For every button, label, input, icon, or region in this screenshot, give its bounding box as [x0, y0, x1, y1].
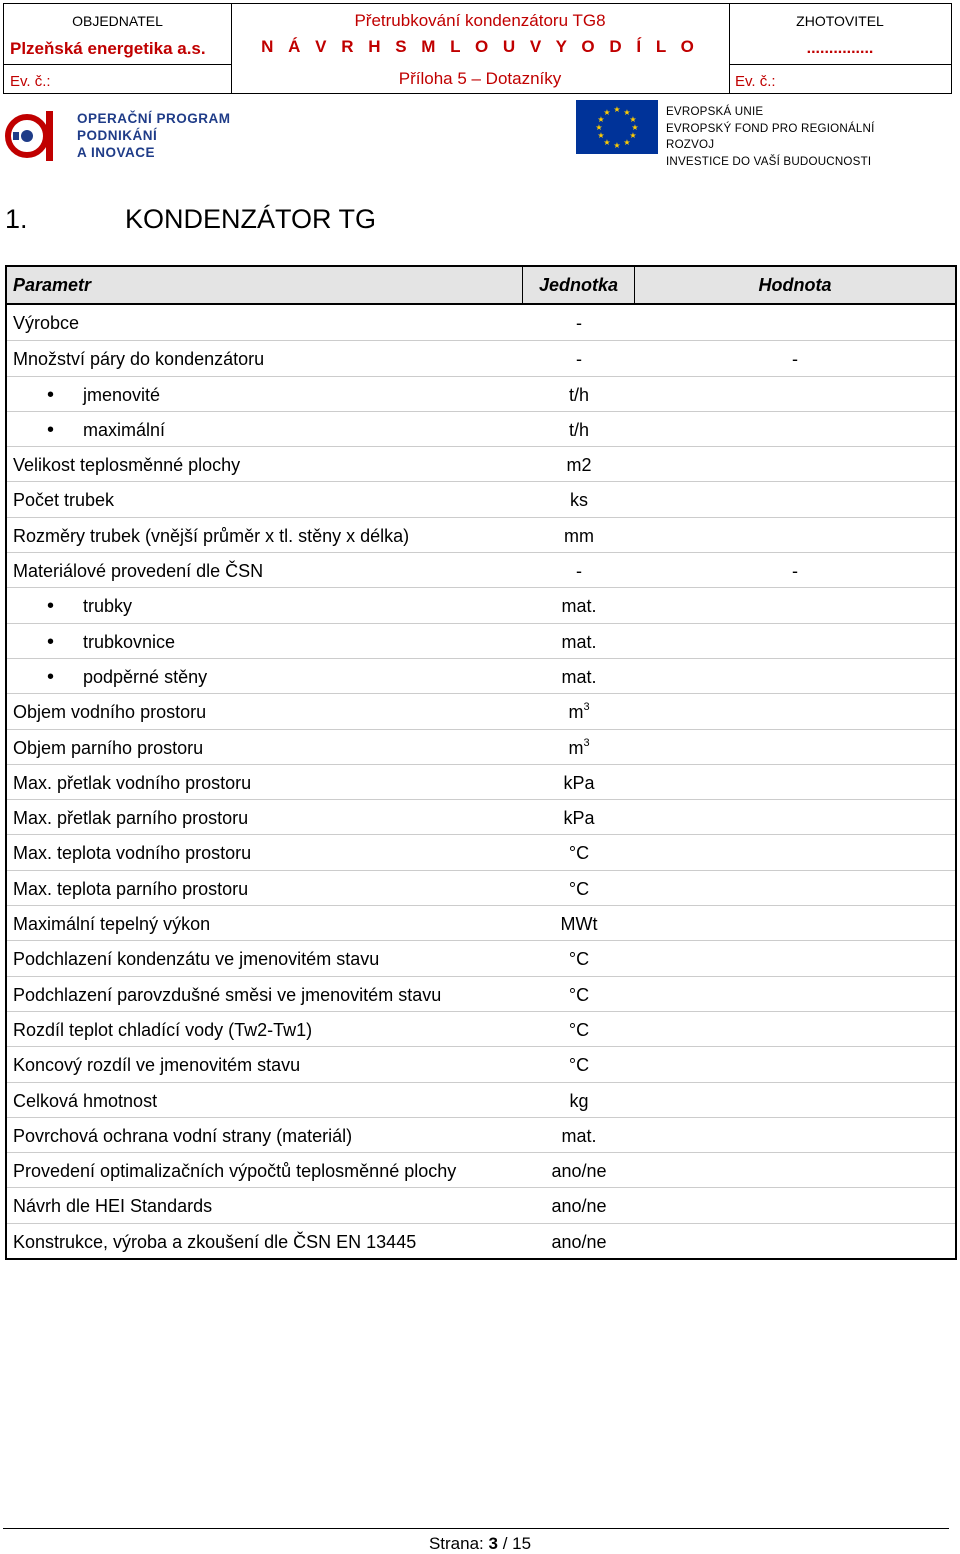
unit-text: -: [576, 313, 582, 333]
unit-text: m2: [566, 455, 592, 476]
table-row: [7, 834, 955, 869]
table-row: [7, 305, 955, 340]
table-row: [7, 799, 955, 834]
svg-text:★: ★: [623, 108, 631, 117]
table-row: [7, 870, 955, 905]
svg-text:★: ★: [597, 115, 605, 124]
unit-cell: [523, 977, 635, 1011]
svg-text:★: ★: [623, 138, 631, 147]
client-label: OBJEDNATEL: [72, 13, 163, 29]
contract-title: N Á V R H S M L O U V Y O D Í L O: [261, 37, 699, 56]
svg-text:★: ★: [629, 115, 637, 124]
unit-text: ano/ne: [551, 1196, 607, 1217]
value-cell[interactable]: [635, 305, 955, 340]
param-cell: Výrobce: [13, 313, 80, 333]
unit-text: mat.: [561, 596, 597, 617]
unit-cell: [523, 341, 635, 375]
table-row: [7, 1152, 955, 1187]
unit-text: mat.: [561, 1125, 597, 1146]
value-cell[interactable]: [635, 518, 955, 552]
param-cell: Max. teplota vodního prostoru: [13, 843, 252, 864]
value-cell[interactable]: [635, 659, 955, 693]
value-cell[interactable]: [635, 588, 955, 622]
value-cell[interactable]: [635, 1188, 955, 1222]
value-cell[interactable]: [635, 624, 955, 658]
param-cell: Návrh dle HEI Standards: [13, 1196, 213, 1217]
footer-divider: [3, 1528, 949, 1529]
unit-text: ano/ne: [551, 1231, 607, 1252]
unit-cell: [523, 1224, 635, 1258]
unit-text: -: [576, 561, 582, 582]
value-cell[interactable]: [635, 800, 955, 834]
value-cell[interactable]: [635, 1083, 955, 1117]
appendix-title: Příloha 5 – Dotazníky: [398, 69, 562, 88]
table-row: [7, 1223, 955, 1258]
param-cell: Maximální tepelný výkon: [13, 914, 211, 935]
unit-cell: [523, 305, 635, 340]
unit-superscript: 3: [583, 701, 590, 714]
table-row: [7, 976, 955, 1011]
svg-text:★: ★: [597, 131, 605, 140]
table-row: [7, 376, 955, 411]
unit-cell: [523, 482, 635, 516]
svg-text:★: ★: [631, 123, 639, 132]
unit-cell: [523, 871, 635, 905]
value-cell[interactable]: [635, 730, 955, 764]
table-row: [7, 623, 955, 658]
table-row: [7, 1187, 955, 1222]
param-cell: Celková hmotnost: [13, 1090, 158, 1111]
table-row: [7, 1117, 955, 1152]
param-cell: Velikost teplosměnné plochy: [13, 455, 241, 476]
value-cell[interactable]: [635, 412, 955, 446]
table-body: [7, 305, 955, 1258]
svg-text:★: ★: [603, 108, 611, 117]
op-pik-emblem-icon: [5, 108, 67, 164]
unit-text: t/h: [568, 419, 589, 440]
op-line-1: OPERAČNÍ PROGRAM: [77, 111, 231, 126]
param-cell: • jmenovité: [7, 377, 523, 411]
page-total: / 15: [502, 1534, 532, 1553]
contractor-column: [729, 4, 951, 93]
value-cell[interactable]: [635, 941, 955, 975]
unit-cell: [523, 377, 635, 411]
unit-cell: [523, 906, 635, 940]
unit-text: kPa: [563, 772, 595, 793]
param-cell: Podchlazení kondenzátu ve jmenovitém stavu: [13, 949, 380, 970]
param-cell: Povrchová ochrana vodní strany (materiál): [13, 1125, 353, 1146]
unit-text: t/h: [568, 384, 589, 405]
unit-cell: [523, 1047, 635, 1081]
project-column: [231, 4, 730, 93]
table-row: [7, 1082, 955, 1117]
contractor-label: ZHOTOVITEL: [796, 13, 884, 29]
client-name: Plzeňská energetika a.s.: [10, 39, 206, 58]
op-pik-text: [77, 110, 231, 161]
param-cell: Materiálové provedení dle ČSN: [13, 561, 264, 582]
value-cell[interactable]: [635, 1012, 955, 1046]
eu-text: [666, 104, 906, 170]
value-cell[interactable]: [635, 1118, 955, 1152]
table-row: [7, 905, 955, 940]
svg-text:★: ★: [595, 123, 603, 132]
unit-text: °C: [568, 949, 590, 970]
svg-text:★: ★: [629, 131, 637, 140]
unit-cell: [523, 1012, 635, 1046]
param-cell: Max. přetlak parního prostoru: [13, 808, 249, 829]
param-cell: Podchlazení parovzdušné směsi ve jmenovitém stavu: [13, 984, 442, 1005]
contractor-name: ...............: [806, 40, 874, 57]
value-cell[interactable]: [635, 906, 955, 940]
param-cell: • maximální: [7, 412, 523, 446]
value-cell[interactable]: [635, 835, 955, 869]
param-cell: Počet trubek: [13, 490, 115, 511]
client-ev: Ev. č.:: [4, 64, 231, 96]
unit-cell: [523, 835, 635, 869]
unit-cell: [523, 447, 635, 481]
unit-text: m: [568, 702, 584, 723]
value-cell[interactable]: [635, 1153, 955, 1187]
table-row: [7, 446, 955, 481]
eu-line-2: EVROPSKÝ FOND PRO REGIONÁLNÍ ROZVOJ: [666, 121, 875, 151]
unit-cell: [523, 765, 635, 799]
value-cell[interactable]: [635, 1224, 955, 1258]
value-cell[interactable]: -: [792, 349, 798, 370]
unit-text: MWt: [560, 914, 598, 935]
param-cell: Množství páry do kondenzátoru: [13, 349, 265, 370]
unit-text: mm: [564, 525, 594, 546]
unit-cell: [523, 659, 635, 693]
unit-text: kg: [569, 1090, 589, 1111]
table-row: [7, 481, 955, 516]
unit-text: °C: [568, 1019, 590, 1040]
eu-line-3: INVESTICE DO VAŠÍ BUDOUCNOSTI: [666, 154, 872, 168]
unit-cell: [523, 553, 635, 587]
contractor-ev: Ev. č.:: [729, 64, 951, 96]
value-cell[interactable]: -: [792, 561, 798, 582]
table-row: [7, 729, 955, 764]
header-value: Hodnota: [758, 275, 832, 295]
param-cell: • trubky: [7, 588, 523, 622]
section-number: 1.: [5, 204, 28, 234]
unit-cell: [523, 518, 635, 552]
table-row: [7, 1011, 955, 1046]
unit-superscript: 3: [583, 736, 590, 749]
section-heading: [5, 204, 376, 235]
param-cell: Objem vodního prostoru: [13, 702, 207, 723]
document-header: [3, 3, 952, 94]
unit-text: kPa: [563, 808, 595, 829]
value-cell[interactable]: [635, 482, 955, 516]
unit-cell: [523, 694, 635, 728]
table-header-row: [7, 267, 955, 305]
project-title: Přetrubkování kondenzátoru TG8: [354, 11, 606, 30]
unit-text: mat.: [561, 666, 597, 687]
table-row: [7, 340, 955, 375]
unit-text: ks: [570, 490, 588, 511]
unit-cell: [523, 1118, 635, 1152]
page-label: Strana:: [428, 1534, 484, 1553]
unit-text: °C: [568, 1055, 590, 1076]
value-cell[interactable]: [635, 977, 955, 1011]
table-row: [7, 517, 955, 552]
param-cell: Koncový rozdíl ve jmenovitém stavu: [13, 1055, 301, 1076]
unit-text: °C: [568, 984, 590, 1005]
page-footer: [0, 1534, 960, 1554]
value-cell[interactable]: [635, 447, 955, 481]
unit-text: mat.: [561, 631, 597, 652]
client-column: [4, 4, 232, 93]
eu-flag-icon: [576, 100, 658, 154]
param-cell: Objem parního prostoru: [13, 737, 204, 758]
unit-text: °C: [568, 878, 590, 899]
table-row: [7, 940, 955, 975]
svg-text:★: ★: [613, 105, 621, 114]
table-row: [7, 693, 955, 728]
table-row: [7, 1046, 955, 1081]
eu-line-1: EVROPSKÁ UNIE: [666, 105, 764, 118]
table-row: [7, 552, 955, 587]
unit-cell: [523, 1188, 635, 1222]
param-cell: Rozdíl teplot chladící vody (Tw2-Tw1): [13, 1019, 313, 1040]
unit-cell: [523, 412, 635, 446]
param-cell: Konstrukce, výroba a zkoušení dle ČSN EN 13445: [13, 1231, 417, 1252]
section-title: KONDENZÁTOR TG: [125, 204, 377, 234]
unit-cell: [523, 800, 635, 834]
param-cell: • trubkovnice: [7, 624, 523, 658]
header-unit: Jednotka: [523, 267, 635, 303]
value-cell[interactable]: [635, 377, 955, 411]
svg-text:★: ★: [613, 141, 621, 150]
unit-text: -: [576, 349, 582, 370]
eu-logo: [576, 100, 906, 168]
param-cell: Max. teplota parního prostoru: [13, 878, 249, 899]
unit-cell: [523, 730, 635, 764]
param-cell: Max. přetlak vodního prostoru: [13, 772, 252, 793]
param-cell: Rozměry trubek (vnější průměr x tl. stěny x délka): [13, 525, 410, 546]
table-row: [7, 587, 955, 622]
op-line-2: PODNIKÁNÍ: [77, 128, 158, 143]
unit-cell: [523, 588, 635, 622]
op-line-3: A INOVACE: [77, 145, 156, 160]
svg-text:★: ★: [603, 138, 611, 147]
table-row: [7, 658, 955, 693]
parameter-table: [5, 265, 957, 1260]
table-row: [7, 764, 955, 799]
value-cell[interactable]: [635, 871, 955, 905]
header-param: Parametr: [7, 267, 523, 303]
value-cell[interactable]: [635, 765, 955, 799]
page-number: 3: [488, 1534, 498, 1553]
unit-cell: [523, 624, 635, 658]
param-cell: • podpěrné stěny: [7, 659, 523, 693]
unit-cell: [523, 941, 635, 975]
unit-cell: [523, 1153, 635, 1187]
unit-text: ano/ne: [551, 1161, 607, 1182]
unit-cell: [523, 1083, 635, 1117]
op-pik-logo: [5, 108, 255, 166]
table-row: [7, 411, 955, 446]
unit-text: °C: [568, 843, 590, 864]
value-cell[interactable]: [635, 1047, 955, 1081]
value-cell[interactable]: [635, 694, 955, 728]
unit-text: m: [568, 737, 584, 758]
param-cell: Provedení optimalizačních výpočtů teplosměnné plochy: [13, 1161, 457, 1182]
